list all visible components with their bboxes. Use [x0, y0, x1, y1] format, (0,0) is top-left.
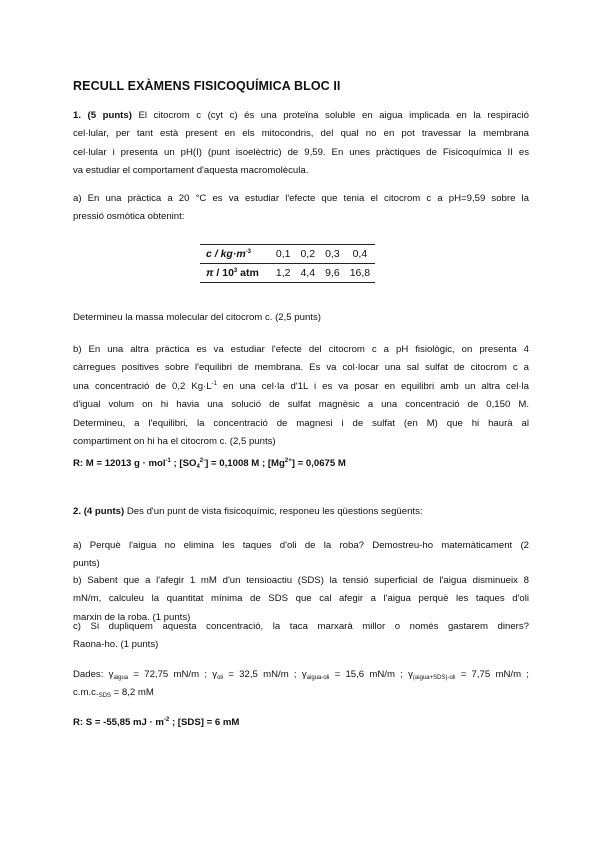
- q1-intro-line-2: cel·lular, per tant està present en els mitocondris, del qual no en pot travessar la membrana: [73, 128, 529, 140]
- q1-answer: R: M = 12013 g · mol$^{-1}$ ; $[SO_4^{2-}] = 0,1008$ M ; $[Mg^{2+}] = 0,0675$ M: [73, 458, 346, 470]
- q1-b-line-2: càrregues positives sobre l'equilibri de membrana. Es va col·locar una sal sulfat de citocrom c a: [73, 362, 529, 374]
- q2-b-line-1: b) Sabent que a l'afegir 1 mM d'un tensioactiu (SDS) la tensió superficial de l'aigua disminueix 8: [73, 575, 529, 586]
- table-cell: 4,4: [295, 264, 320, 283]
- table-cell: 9,6: [320, 264, 345, 283]
- table-row: [200, 264, 375, 283]
- osmotic-pressure-table: [200, 244, 375, 283]
- table-cell: 0,2: [295, 245, 320, 264]
- q2-b-line-3: marxin de la roba. (1 punts): [73, 611, 191, 623]
- table-cell: 0,3: [320, 245, 345, 264]
- q1-b-line-6: compartiment on hi ha el citocrom c. (2,5 punts): [73, 435, 276, 447]
- table-cell: 16,8: [345, 264, 375, 283]
- q1-b-line-3: una concentració de 0,2 $Kg\cdot L^{-1}$ en una cel·la d'1L i es va posar en equilibri amb un altra cel·la: [73, 380, 529, 392]
- table-cell: 0,4: [345, 245, 375, 264]
- q1-number: 1.: [73, 110, 82, 121]
- q1-a-question: Determineu la massa molecular del citocrom c. (2,5 punts): [73, 312, 321, 323]
- q2-b-line-2: mN/m, calculeu la quantitat mínima de SDS que cal afegir a l'aigua perquè les taques d'oli: [73, 593, 529, 605]
- table-row: [200, 245, 375, 264]
- q1-b-line-1: b) En una altra pràctica es va estudiar l'efecte del citocrom c a pH fisiològic, on presenta 4: [73, 344, 529, 355]
- q1-part-a: [73, 190, 529, 227]
- q2-a-line-2: punts): [73, 558, 100, 570]
- table-cell: 1,2: [271, 264, 296, 283]
- q2-points: (4 punts): [83, 506, 125, 517]
- page-title: RECULL EXÀMENS FISICOQUÍMICA BLOC II: [73, 79, 341, 93]
- q2-part-a: [73, 537, 529, 574]
- q1-intro: [73, 107, 529, 181]
- q1-a-line-1: a) En una pràctica a 20 °C es va estudiar l'efecte que tenia el citocrom c a pH=9,59 sobre la: [73, 193, 529, 204]
- table-header-concentration: $c / kg\cdot m^{-3}$: [200, 245, 271, 264]
- q1-intro-line-1: 1. (5 punts) El citocrom c (cyt c) és una proteïna soluble en aigua implicada en la respiració: [73, 110, 529, 121]
- q2-data-line-2: $c.m.c._{SDS} = 8,2$ mM: [73, 687, 154, 700]
- q1-intro-line-3: cel·lular i presenta un pH(I) (punt isoelèctric) de 9,59. En unes pràctiques de Fisicoquímica II es: [73, 146, 529, 158]
- table-header-pressure: π / $10^3$ atm: [200, 264, 271, 283]
- q2-a-line-1: a) Perquè l'aigua no elimina les taques d'oli de la roba? Demostreu-ho matemàticament (2: [73, 540, 529, 551]
- q2-answer: R: S = -55,85 mJ · $m^{-2}$ ; [SDS] = 6 mM: [73, 717, 240, 728]
- q1-b-line-5: Determineu, a l'equilibri, la concentració de magnesi i de sulfat (en M) que hi haurà al: [73, 417, 529, 429]
- q2-data: [73, 666, 529, 703]
- q2-intro: 2. (4 punts) Des d'un punt de vista fisicoquímic, responeu les qüestions següents:: [73, 506, 423, 517]
- table-cell: 0,1: [271, 245, 296, 264]
- q1-points: (5 punts): [87, 110, 132, 121]
- q1-intro-line-4: va estudiar el comportament d'aquesta macromolècula.: [73, 165, 309, 177]
- q1-a-line-2: pressió osmòtica obtenint:: [73, 211, 185, 223]
- q1-b-line-4: d'igual volum on hi havia una solució de sulfat magnèsic a una concentració de 0,150 M.: [73, 399, 529, 411]
- q2-data-line-1: Dades: $\gamma_{aigua} = 72,75$ mN/m ; $\gamma_{oli} = 32,5$ mN/m ; $\gamma_{aigua-oli} = 15,6$ mN/m ; $\gamma_{(aigua+SDS)-oli} = 7,75$ mN/m ;: [73, 669, 529, 681]
- q2-number: 2.: [73, 506, 82, 517]
- q2-c-line-1: c) Si dupliquem aquesta concentració, la taca marxarà millor o només gastarem diners?: [73, 621, 529, 632]
- q1-part-b: [73, 341, 529, 451]
- q2-c-line-2: Raona-ho. (1 punts): [73, 639, 159, 651]
- q2-part-c: [73, 618, 529, 655]
